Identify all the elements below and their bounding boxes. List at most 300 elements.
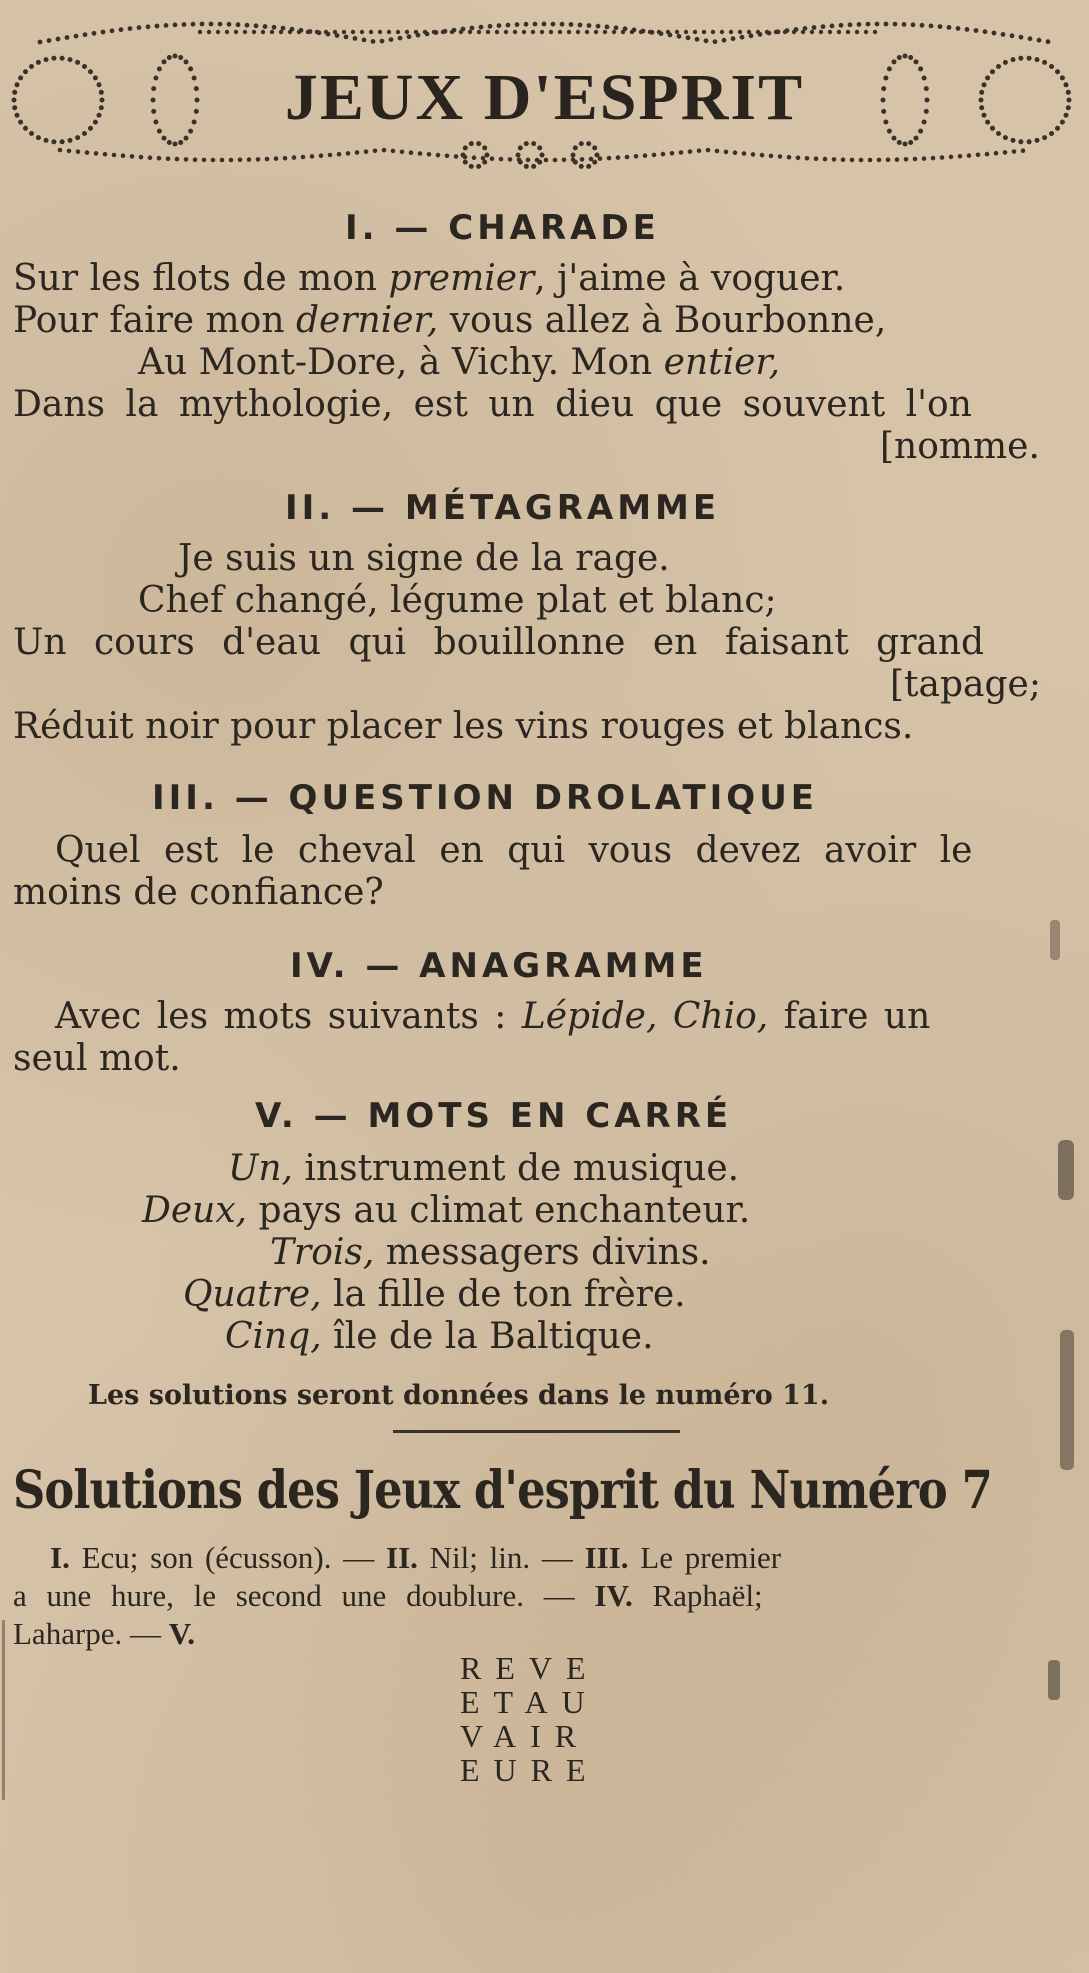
carre-line-3: Trois, messagers divins. <box>270 1232 711 1273</box>
ornament-dot <box>60 139 65 144</box>
ornament-dot <box>911 22 916 27</box>
ornament-dot <box>675 30 679 34</box>
ornament-dot <box>902 22 907 27</box>
ornament-dot <box>476 164 481 169</box>
ornament-dot <box>380 39 385 44</box>
ornament-dot <box>630 30 634 34</box>
charade-line-2: Pour faire mon dernier, vous allez à Bourbonne, <box>13 300 887 341</box>
ornament-dot <box>573 145 578 150</box>
page-title: JEUX D'ESPRIT <box>284 61 805 134</box>
ornament-dot <box>596 24 601 29</box>
ornament-dot <box>470 26 475 31</box>
carre-line-4: Quatre, la fille de ton frère. <box>183 1274 686 1315</box>
ornament-dot <box>355 150 360 155</box>
ornament-dot <box>616 155 621 160</box>
ornament-dot <box>940 155 945 160</box>
ornament-dot <box>778 154 783 159</box>
ornament-dot <box>914 136 919 141</box>
ornament-dot <box>868 158 873 163</box>
ornament-dot <box>76 149 81 154</box>
ornament-dot <box>531 164 536 169</box>
ornament-dot <box>974 28 979 33</box>
ornament-dot <box>202 158 207 163</box>
ornament-dot <box>903 54 908 59</box>
ornament-dot <box>506 23 511 28</box>
ornament-dot <box>579 141 584 146</box>
metagramme-line-4: [tapage; <box>890 664 1041 705</box>
ornament-dot <box>850 158 855 163</box>
ornament-dot <box>805 156 810 161</box>
ornament-dot <box>245 23 250 28</box>
ornament-dot <box>1001 32 1006 37</box>
ornament-dot <box>497 23 502 28</box>
ornament-dot <box>783 30 787 34</box>
ornament-dot <box>605 25 610 30</box>
ornament-dot <box>164 23 169 28</box>
ornament-dot <box>319 153 324 158</box>
ornament-dot <box>67 149 72 154</box>
ornament-dot <box>607 156 612 161</box>
ornament-dot <box>1019 35 1024 40</box>
ornament-dot <box>722 38 727 43</box>
anagramme-heading: IV. — ANAGRAMME <box>290 946 708 986</box>
ornament-dot <box>175 157 180 162</box>
word-square-row-1: REVE <box>460 1650 600 1686</box>
ornament-dot <box>38 40 43 45</box>
ornament-dot <box>819 30 823 34</box>
ornament-dot <box>499 157 504 162</box>
ornament-dot <box>398 36 403 41</box>
ornament-dot <box>846 30 850 34</box>
ornament-dot <box>985 152 990 157</box>
ornament-dot <box>1021 148 1026 153</box>
ornament-dot <box>382 148 387 153</box>
ornament-dot <box>252 30 256 34</box>
ornament-dot <box>119 27 124 32</box>
ornament-dot <box>485 153 490 158</box>
ornament-dot <box>173 23 178 28</box>
ornament-dot <box>94 151 99 156</box>
word-square-row-3: VAIR <box>460 1718 591 1754</box>
ornament-dot <box>83 32 88 37</box>
ornament-dot <box>740 35 745 40</box>
ornament-dot <box>625 155 630 160</box>
ornament-dot <box>873 30 877 34</box>
ink-mark <box>2 1620 5 1800</box>
ornament-dot <box>839 23 844 28</box>
ornament-dot <box>875 22 880 27</box>
solutions-line-3: Laharpe. — V. <box>13 1616 195 1651</box>
ornament-dot <box>589 157 594 162</box>
ornament-dot <box>112 153 117 158</box>
ornament-dot <box>661 152 666 157</box>
carre-line-5: Cinq, île de la Baltique. <box>225 1316 654 1357</box>
ornament-dot <box>218 22 223 27</box>
ornament-dot <box>148 155 153 160</box>
ornament-dot <box>567 30 571 34</box>
ornament-dot <box>283 156 288 161</box>
ornament-dot <box>576 30 580 34</box>
ornament-dot <box>274 156 279 161</box>
metagramme-heading: II. — MÉTAGRAMME <box>285 488 721 528</box>
ornament-dot <box>360 30 364 34</box>
ornament-dot <box>877 158 882 163</box>
ornament-dot <box>947 25 952 30</box>
ornament-dot <box>724 150 729 155</box>
ornament-dot <box>198 30 202 34</box>
ornament-dot <box>391 149 396 154</box>
question-line-1: Quel est le cheval en qui vous devez avoir le <box>55 830 973 871</box>
solutions-line-2: a une hure, le second une doublure. — IV. Raphaël; <box>13 1578 763 1613</box>
ornament-dot <box>1018 139 1023 144</box>
ornament-dot <box>247 157 252 162</box>
ornament-dot <box>518 160 523 165</box>
ornament-dot <box>562 158 567 163</box>
ornament-dot <box>929 24 934 29</box>
ornament-dot <box>225 30 229 34</box>
metagramme-line-2: Chef changé, légume plat et blanc; <box>138 580 777 621</box>
ornament-dot <box>679 150 684 155</box>
ornament-dot <box>765 30 769 34</box>
ornament-dot <box>866 22 871 27</box>
ornament-dot <box>459 30 463 34</box>
ornament-dot <box>1027 139 1032 144</box>
ornament-dot <box>537 160 542 165</box>
ornament-dot <box>173 54 178 59</box>
ornament-dot <box>351 30 355 34</box>
ornament-dot <box>586 164 591 169</box>
ornament-dot <box>103 152 108 157</box>
metagramme-line-5: Réduit noir pour placer les vins rouges et blancs. <box>13 706 914 747</box>
ornament-dot <box>821 24 826 29</box>
charade-line-5: [nomme. <box>880 426 1040 467</box>
ornament-dot <box>769 154 774 159</box>
ornament-dot <box>371 39 376 44</box>
ornament-dot <box>621 30 625 34</box>
ornament-dot <box>828 30 832 34</box>
ornament-dot <box>488 24 493 29</box>
ornament-dot <box>166 156 171 161</box>
ornament-dot <box>612 30 616 34</box>
ornament-dot <box>994 151 999 156</box>
ornament-dot <box>595 153 600 158</box>
ornament-dot <box>482 160 487 165</box>
ornament-dot <box>801 30 805 34</box>
ornament-dot <box>155 24 160 29</box>
ornament-dot <box>427 152 432 157</box>
ornament-dot <box>476 141 481 146</box>
ornament-dot <box>306 30 310 34</box>
ornament-dot <box>729 30 733 34</box>
ornament-dot <box>558 30 562 34</box>
ornament-dot <box>182 22 187 27</box>
ornament-dot <box>418 151 423 156</box>
ornament-dot <box>44 138 49 143</box>
ornament-dot <box>162 136 167 141</box>
ornament-dot <box>479 25 484 30</box>
ornament-dot <box>688 149 693 154</box>
ornament-dot <box>537 145 542 150</box>
ornament-dot <box>549 30 553 34</box>
ornament-dot <box>486 30 490 34</box>
ornament-dot <box>482 145 487 150</box>
ornament-dot <box>146 24 151 29</box>
ornament-dot <box>236 22 241 27</box>
ornament-dot <box>337 152 342 157</box>
ornament-dot <box>279 30 283 34</box>
ornament-dot <box>657 30 661 34</box>
ornament-dot <box>328 153 333 158</box>
ornament-dot <box>469 164 474 169</box>
ornament-dot <box>211 158 216 163</box>
ornament-dot <box>823 157 828 162</box>
ornament-dot <box>272 25 277 30</box>
ornament-dot <box>378 30 382 34</box>
ornament-dot <box>128 26 133 31</box>
ornament-dot <box>85 150 90 155</box>
ornament-dot <box>648 30 652 34</box>
ornament-dot <box>1037 38 1042 43</box>
ornament-dot <box>353 36 358 41</box>
word-square-row-2: ETAU <box>460 1684 599 1720</box>
charade-line-3: Au Mont-Dore, à Vichy. Mon entier, <box>138 342 781 383</box>
ornament-dot <box>938 24 943 29</box>
ornament-dot <box>643 153 648 158</box>
ornament-dot <box>733 150 738 155</box>
ornament-dot <box>922 156 927 161</box>
ornament-dot <box>524 164 529 169</box>
ornament-dot <box>191 22 196 27</box>
ornament-dot <box>121 153 126 158</box>
ornament-dot <box>747 30 751 34</box>
ornament-dot <box>787 155 792 160</box>
ornament-dot <box>634 154 639 159</box>
ornament-dot <box>697 148 702 153</box>
ornament-dot <box>92 31 97 36</box>
ornament-dot <box>234 30 238 34</box>
ornament-dot <box>315 30 319 34</box>
ornament-dot <box>508 157 513 162</box>
ornament-dot <box>297 30 301 34</box>
ornament-dot <box>594 30 598 34</box>
ornament-dot <box>1010 33 1015 38</box>
ornament-dot <box>454 154 459 159</box>
ornament-dot <box>913 157 918 162</box>
ornament-dot <box>173 142 178 147</box>
ornament-dot <box>731 36 736 41</box>
question-heading: III. — QUESTION DROLATIQUE <box>152 778 819 818</box>
ornament-dot <box>704 38 709 43</box>
ornament-dot <box>639 30 643 34</box>
ink-mark <box>1050 920 1060 960</box>
metagramme-line-1: Je suis un signe de la rage. <box>178 538 670 579</box>
solutions-line-1: I. Ecu; son (écusson). — II. Nil; lin. — III. Le premier <box>50 1540 782 1575</box>
mots-en-carre-heading: V. — MOTS EN CARRÉ <box>255 1096 733 1136</box>
ornament-dot <box>524 22 529 27</box>
ornament-dot <box>702 30 706 34</box>
question-line-2: moins de confiance? <box>13 872 384 913</box>
ornament-dot <box>477 30 481 34</box>
ornament-dot <box>713 39 718 44</box>
ornament-dot <box>74 34 79 39</box>
ornament-dot <box>706 148 711 153</box>
ornament-dot <box>586 141 591 146</box>
ornament-dot <box>992 31 997 36</box>
ornament-dot <box>405 30 409 34</box>
ornament-dot <box>463 160 468 165</box>
ornament-dot <box>209 22 214 27</box>
word-square-row-4: EURE <box>460 1752 600 1788</box>
ornament-dot <box>585 30 589 34</box>
ornament-dot <box>1003 150 1008 155</box>
ornament-dot <box>409 150 414 155</box>
ornament-dot <box>256 157 261 162</box>
ornament-dot <box>389 37 394 42</box>
ornament-dot <box>892 136 897 141</box>
ornament-dot <box>310 154 315 159</box>
ornament-dot <box>68 138 73 143</box>
ornament-dot <box>810 30 814 34</box>
ornament-dot <box>533 22 538 27</box>
ornament-dot <box>848 22 853 27</box>
ornament-dot <box>265 157 270 162</box>
ornament-dot <box>774 30 778 34</box>
anagramme-line-1: Avec les mots suivants : Lépide, Chio, faire un <box>55 996 931 1037</box>
ornament-dot <box>884 22 889 27</box>
ornament-dot <box>184 136 189 141</box>
ornament-dot <box>742 151 747 156</box>
ornament-dot <box>227 22 232 27</box>
ornament-dot <box>792 30 796 34</box>
ornament-dot <box>958 154 963 159</box>
ornament-dot <box>864 30 868 34</box>
ornament-dot <box>920 23 925 28</box>
ornament-dot <box>157 156 162 161</box>
ornament-dot <box>254 23 259 28</box>
ornament-dot <box>812 25 817 30</box>
ornament-dot <box>490 156 495 161</box>
ornament-dot <box>436 153 441 158</box>
metagramme-line-3: Un cours d'eau qui bouillonne en faisant grand <box>13 622 985 663</box>
ornament-dot <box>184 157 189 162</box>
ornament-dot <box>832 157 837 162</box>
ornament-dot <box>292 155 297 160</box>
ornament-dot <box>592 145 597 150</box>
ornament-dot <box>110 28 115 33</box>
ornament-dot <box>976 153 981 158</box>
ornament-dot <box>461 153 466 158</box>
ornament-dot <box>344 35 349 40</box>
ornament-dot <box>903 142 908 147</box>
ornament-dot <box>666 30 670 34</box>
ornament-dot <box>270 30 274 34</box>
ornament-dot <box>516 153 521 158</box>
ornament-dot <box>178 140 183 145</box>
ornament-dot <box>587 23 592 28</box>
ornament-dot <box>571 153 576 158</box>
ornament-dot <box>288 30 292 34</box>
ornament-dot <box>518 145 523 150</box>
ornament-dot <box>423 30 427 34</box>
ornament-dot <box>495 30 499 34</box>
divider-rule <box>393 1430 680 1433</box>
carre-line-1: Un, instrument de musique. <box>228 1148 740 1189</box>
ornament-dot <box>579 164 584 169</box>
ornament-dot <box>956 26 961 31</box>
ornament-dot <box>693 30 697 34</box>
ornament-dot <box>603 30 607 34</box>
ornament-dot <box>468 30 472 34</box>
ornament-dot <box>243 30 247 34</box>
ornament-dot <box>51 139 56 144</box>
ornament-dot <box>560 22 565 27</box>
charade-line-1: Sur les flots de mon premier, j'aime à voguer. <box>13 258 846 299</box>
ornament-dot <box>908 140 913 145</box>
ornament-dot <box>677 34 682 39</box>
ornament-dot <box>931 156 936 161</box>
ornament-dot <box>859 158 864 163</box>
ornament-dot <box>207 30 211 34</box>
ornament-dot <box>738 30 742 34</box>
ornament-dot <box>515 22 520 27</box>
ornament-dot <box>513 30 517 34</box>
ornament-dot <box>362 38 367 43</box>
ornament-dot <box>686 35 691 40</box>
ornament-dot <box>542 22 547 27</box>
ornament-dot <box>324 30 328 34</box>
ornament-dot <box>531 141 536 146</box>
ornament-dot <box>695 37 700 42</box>
solutions-note: Les solutions seront données dans le numéro 11. <box>88 1380 830 1411</box>
ornament-dot <box>469 141 474 146</box>
ornament-dot <box>387 30 391 34</box>
ornament-dot <box>200 22 205 27</box>
ornament-dot <box>857 22 862 27</box>
ornament-dot <box>886 158 891 163</box>
ornament-dot <box>551 22 556 27</box>
ornament-dot <box>333 30 337 34</box>
ornament-dot <box>373 149 378 154</box>
charade-heading: I. — CHARADE <box>345 208 660 248</box>
ornament-dot <box>445 154 450 159</box>
ornament-dot <box>522 30 526 34</box>
ornament-dot <box>895 157 900 162</box>
ornament-dot <box>1046 39 1051 44</box>
anagramme-line-2: seul mot. <box>13 1038 181 1079</box>
ornament-dot <box>967 153 972 158</box>
ornament-dot <box>569 22 574 27</box>
ornament-dot <box>56 37 61 42</box>
ornament-dot <box>472 155 477 160</box>
ornament-dot <box>261 30 265 34</box>
ornament-dot <box>216 30 220 34</box>
ornament-dot <box>238 158 243 163</box>
ornament-dot <box>167 140 172 145</box>
ornament-dot <box>441 30 445 34</box>
ornament-dot <box>504 30 508 34</box>
ornament-dot <box>540 153 545 158</box>
ornament-dot <box>592 160 597 165</box>
ornament-dot <box>904 157 909 162</box>
ornament-dot <box>573 160 578 165</box>
ornament-dot <box>720 30 724 34</box>
ornament-dot <box>715 149 720 154</box>
ornament-dot <box>837 30 841 34</box>
charade-line-4: Dans la mythologie, est un dieu que souvent l'on <box>13 384 972 425</box>
carre-line-2: Deux, pays au climat enchanteur. <box>142 1190 751 1231</box>
ornament-dot <box>684 30 688 34</box>
ornament-dot <box>342 30 346 34</box>
